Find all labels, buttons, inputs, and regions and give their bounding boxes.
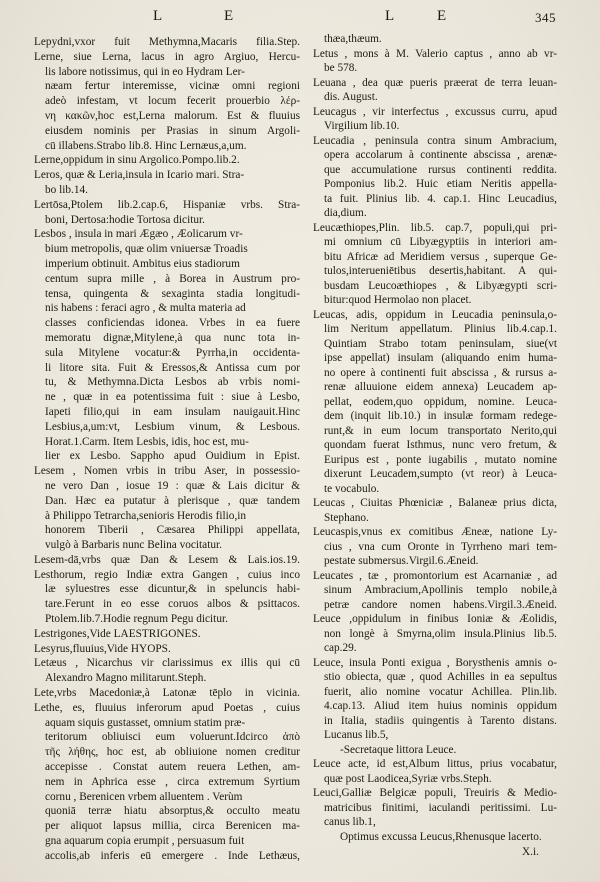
line-text: ne vero Dan , iosue 19 : quæ & Lais dicitur & [45,479,300,492]
entry-line [34,745,300,760]
entry-line [34,716,300,731]
dictionary-entry [313,308,557,497]
line-text: Leuci,Galliæ Belgicæ populi, Treuiris & Medio- [313,787,557,799]
entry-line [34,494,300,509]
entry-line [34,124,300,139]
entry-line [313,61,557,76]
entry-line [34,612,300,627]
entry-headline [313,496,557,511]
running-head-letter: L [153,8,163,24]
line-text: dis. August. [324,91,378,103]
entry-line [313,627,557,642]
entry-headline [313,221,557,236]
entry-line [313,467,557,482]
entry-line [313,279,557,294]
line-text: Iapeti filio,qui in eam insulam nauigauit.Hinc [45,405,300,418]
line-text: Leucadia , peninsula contra sinum Ambracium, [313,134,557,147]
line-text: Lepydni,vxor fuit Methymna,Macaris filia.Step. [34,36,300,48]
running-head-letter: E [224,8,234,24]
entry-line [313,801,557,816]
entry-line [313,337,557,352]
entry-line [34,272,300,287]
verse-quotation [313,830,557,845]
line-text: que accumulatione rursus continenti reddita. [324,163,557,176]
entry-line [313,598,557,613]
line-text: renæ alluuione eidem annexa) Leucadem ap- [324,381,557,393]
entry-line [34,405,300,420]
entry-line [34,849,300,864]
dictionary-entry [313,786,557,844]
line-text: dixerunt Leucadem,sumpto (vt reor) à Leuca- [324,468,557,480]
line-text: Lete,vrbs Macedoniæ,à Latonæ tēplo in vicinia. [34,687,300,700]
entry-line [34,582,300,597]
line-text: fuerit, alio nomine vocatur Achillea. Plin.lib. [324,685,557,698]
line-text: lis labore notissimus, qui in eo Hydram Ler- [45,65,245,78]
line-text: à Philippo Tetrarcha,senioris Herodis filio,in [45,509,247,522]
entry-line [313,699,557,714]
entry-line [34,390,300,405]
entry-line [34,449,300,464]
dictionary-entry [313,496,557,525]
entry-line [313,511,557,526]
line-text: Lesyrus,fluuius,Vide HYOPS. [34,642,171,655]
entry-line [313,438,557,453]
entry-line [34,509,300,524]
entry-line [34,316,300,331]
entry-line [313,351,557,366]
entry-headline [313,76,557,91]
entry-headline [313,612,557,627]
line-text: næam fertur interemisse, vicinæ omni regioni [45,80,300,93]
line-text: in Italia, stadiis quingentis à Tarento distans. [324,714,557,727]
line-text: cius , vna cum Oronte in Tyrrheno mari tem- [324,540,557,553]
entry-line [313,90,557,105]
line-text: dia,dium. [324,207,367,219]
line-text: bo lib.14. [45,183,88,196]
line-text: Dan. Hæc ea putatur à plerisque , quæ tandem [45,494,300,507]
line-text: ta fuit. Plinius lib. 4. cap.1. Hinc Leucadius, [324,192,557,205]
line-text: Lerne, siue Lerna, lacus in agro Argiuo, Hercu- [34,50,300,63]
entry-line [313,163,557,178]
entry-line [313,583,557,598]
entry-line [313,177,557,192]
line-text: tulos,interueniētibus desertis,habitant. A qui- [324,265,557,277]
entry-line [34,523,300,538]
line-text: Lertōsa,Ptolem lib.2.cap.6, Hispaniæ vrbs. Stra- [34,198,300,211]
entry-line [34,730,300,745]
line-text: τῆς λήθης, hoc est, ab obliuione nomen creditur [45,746,300,759]
entry-line [34,242,300,257]
entry-line [313,250,557,265]
dictionary-entry [313,525,557,569]
entry-line [34,94,300,109]
line-text: thæa,thæum. [324,33,382,45]
page-number: 345 [535,10,556,25]
entry-headline [313,786,557,801]
entry-line [313,728,557,743]
line-text: aquam siquis gustasset, omnium statim præ- [45,716,246,729]
line-text: sinum Ambracium,Apollinis templo nobile,à [324,584,557,596]
entry-line [313,482,557,497]
entry-line [313,206,557,221]
line-text: Leros, quæ & Leria,insula in Icario mari. Stra- [34,169,245,182]
line-text: Leucas, adis, oppidum in Leucadia peninsula,o- [313,308,557,321]
line-text: Lerne,oppidum in sinu Argolico.Pompo.lib.2. [34,154,240,167]
entry-line [34,597,300,612]
line-text: tare.Ferunt in eo esse coruos albos & psittacos. [45,598,300,611]
entry-line [34,257,300,272]
signature-mark: X.i. [522,846,539,858]
entry-line [34,183,300,198]
entry-line [34,790,300,805]
line-text: cap.29. [324,642,357,654]
line-text: Pomponius lib.2. Huic etiam Neritis appella- [324,178,557,190]
dictionary-entry [34,50,300,154]
entry-line [313,322,557,337]
line-text: Letæus , Nicarchus vir clarissimus ex illis qui cū [34,657,300,670]
line-text: cū illabens.Strabo lib.8. Hinc Lernæus,a,um. [45,139,247,152]
line-text: centum supra mille , à Borea in Austrum pro- [45,272,300,285]
line-text: Lesbos , insula in mari Ægæo , Æolicarum vr- [34,228,243,241]
entry-headline [313,308,557,323]
dictionary-entry [34,627,300,642]
line-text: teritorum obliuisci eum voluerunt.Idcirco ἀπὸ [45,731,300,744]
right-column [313,32,557,844]
line-text: -Secretaque littora Leuce. [340,743,457,756]
entry-line [313,641,557,656]
entry-headline [34,50,300,65]
entry-line [34,301,300,316]
dictionary-entry [313,47,557,76]
line-text: matricibus finitimi, iaculandi peritissimi. Lu- [324,801,557,814]
line-text: Ptolem.lib.7.Hodie regnum Pegu dicitur. [45,613,228,626]
dictionary-entry [34,656,300,686]
entry-line [34,420,300,435]
entry-headline [34,701,300,716]
line-text: accepisse . Constat autem reuera Lethen, am- [45,761,300,774]
entry-headline [313,569,557,584]
entry-headline [34,627,300,642]
line-text: Leuce, insula Ponti exigua , Borysthenis amnis o- [313,656,557,669]
entry-headline [313,525,557,540]
dictionary-entry [313,757,557,786]
line-text: ne , quæ in ea potentissima fuit : siue à Lesbo, [45,391,300,404]
entry-line [313,119,557,134]
entry-line [313,264,557,279]
dictionary-entry [313,569,557,613]
line-text: canus lib.1, [324,816,376,828]
line-text: honorem Tiberii , Cæsarea Philippi appellata, [45,524,300,537]
line-text: Euripus est , ponte iugabilis , mutato nomine [324,453,557,466]
line-text: eiusdem nominis per Prasias in sinum Argoli- [45,124,300,137]
line-text: Alexandro Magno militarunt.Steph. [45,672,207,685]
entry-line [34,775,300,790]
entry-headline [313,47,557,62]
line-text: lier ex Lesbo. Sappho apud Ouidium in Epist. [45,450,300,463]
line-text: pestate submersus.Virgil.6.Æneid. [324,555,479,567]
entry-line [34,346,300,361]
entry-line [313,192,557,207]
entry-line [34,375,300,390]
line-text: pellat, eodem,quo oppidum, nomine. Leuca- [324,395,557,408]
dictionary-entry [34,701,300,864]
line-text: sula Mitylene vocatur:& Pyrrha,in occidenta- [45,346,300,359]
line-text: opera accolarum à continente abscissa , arenæ- [324,149,557,161]
entry-line [313,148,557,163]
line-text: classes conficiendas idonea. Vrbes in ea fuere [45,317,300,330]
entry-line [313,670,557,685]
dictionary-entry [34,168,300,198]
line-text: Quintiam Strabo totam peninsulam, siue(vt [324,337,557,350]
line-text: per aliquot lapsus millia, circa Berenicen ma- [45,820,300,833]
entry-headline [34,656,300,671]
entry-headline [313,656,557,671]
dictionary-entry [34,35,300,50]
entry-line [34,479,300,494]
entry-headline [34,642,300,657]
line-text: boni, Dertosa:hodie Tortosa dicitur. [45,213,205,226]
entry-line [34,819,300,834]
dictionary-entry [313,221,557,308]
line-text: busdam Leucoæthiopes , & Libyægypti scri- [324,279,557,292]
line-text: Leuana , dea quæ pueris præerat de terra leuan- [313,76,557,89]
line-text: Virgilium lib.10. [324,120,400,132]
line-text: imperium obtinuit. Ambitus eius stadiorum [45,257,240,270]
line-text: gna aquarum copia erumpit , persuasum fuit [45,835,245,848]
line-text: mi omnium cū Libyægyptiis in interiori am- [324,236,557,248]
dictionary-entry [313,76,557,105]
entry-headline [34,153,300,168]
line-text: Optimus excussa Leucus,Rhenusque lacerto. [340,830,542,843]
entry-line [313,395,557,410]
line-text: Lethe, es, fluuius inferorum apud Poetas , cuius [34,701,300,714]
line-text: quondam fuerat Isthmus, nunc vero fretum, & [324,439,557,451]
line-text: dem (inquit lib.10.) in insulæ formam redege- [324,410,557,422]
entry-headline [34,553,300,568]
dictionary-entry [313,134,557,221]
entry-line [313,540,557,555]
line-text: læ syluestres esse dicuntur,& in speluncis habi- [45,583,300,596]
continued-line [313,32,557,47]
entry-line [34,287,300,302]
entry-line [34,361,300,376]
entry-headline [34,227,300,242]
entry-line [313,554,557,569]
dictionary-entry [313,656,557,758]
line-text: te vocabulo. [324,482,380,495]
line-text: Stephano. [324,511,369,524]
line-text: Leucas , Ciuitas Phœniciæ , Balaneæ prius dicta, [313,497,557,509]
entry-line [313,409,557,424]
line-text: ipse appellat) insulam (aliquando enim huma- [324,352,557,364]
entry-line [34,65,300,80]
entry-line [34,213,300,228]
line-text: quæ post Laodicea,Syriæ vrbs.Steph. [324,772,492,785]
entry-headline [313,105,557,120]
entry-headline [34,568,300,583]
line-text: no opere à continenti fuit abscissa , & rursus a- [324,366,557,379]
entry-headline [34,168,300,183]
line-text: tensa, quingenta & sexaginta stadia longitudi- [45,287,300,300]
entry-headline [34,35,300,50]
entry-headline [313,757,557,772]
entry-line [34,435,300,450]
line-text: Lestrigones,Vide LAESTRIGONES. [34,627,201,640]
dictionary-entry [313,612,557,656]
entry-line [313,366,557,381]
line-text: lim Neritum appellatum. Plinius lib.4.cap.1. [324,323,557,335]
entry-line [34,79,300,94]
entry-line [313,772,557,787]
dictionary-entry [34,198,300,228]
line-text: petræ candore nomen habens.Virgil.3.Æneid. [324,598,557,611]
entry-line [34,760,300,775]
line-text: νη κακῶν,hoc est,Lerna malorum. Est & fluuius [45,109,300,122]
line-text: Leuce ,oppidulum in finibus Ioniæ & Æolidis, [313,613,557,625]
entry-line [34,109,300,124]
running-head-letter: L [385,8,395,24]
line-text: bitur:quod Hermolao non placet. [324,294,472,306]
entry-line [313,453,557,468]
line-text: Lesem-dā,vrbs quæ Dan & Lesem & Lais.ios.19. [34,553,300,566]
entry-line [313,815,557,830]
entry-headline [34,686,300,701]
line-text: bitu Africæ ad Meridiem versus , superque Ge- [324,250,557,263]
entry-line [313,293,557,308]
line-text: Leucagus , vir interfectus , excussus curru, apud [313,105,557,118]
line-text: adeò infestam, vt locum fecerit prouerbio λέρ- [45,95,300,108]
entry-headline [34,464,300,479]
line-text: stio obiecta, quæ , quod Achilles in ea sepultus [324,671,557,683]
running-head-letter: E [437,8,447,24]
line-text: runt,& in eum locum transportato Nerito,qui [324,424,557,437]
line-text: Lucanus lib.5, [324,729,389,741]
left-column [34,35,300,864]
dictionary-entry [34,464,300,553]
dictionary-entry [34,153,300,168]
entry-line [313,685,557,700]
entry-line [34,538,300,553]
entry-line [313,380,557,395]
line-text: accolis,ab inferis eū emergere . Inde Lethæus, [45,849,300,862]
line-text: quoniā terræ hiatu absorptus,& occulto meatu [45,805,300,818]
line-text: be 578. [324,62,358,74]
entry-headline [313,134,557,149]
line-text: nis habens : feraci agro , & multa materia ad [45,302,246,315]
entry-line [34,139,300,154]
line-text: non longè à Smyrna,olim insula.Plinius lib.5. [324,627,557,640]
entry-line [34,331,300,346]
line-text: Leucaspis,vnus ex comitibus Æneæ, natione Ly- [313,526,557,538]
entry-line [313,235,557,250]
line-text: cornu , Berenicen vrbem alluentem . Verùm [45,790,243,803]
entry-line [34,671,300,686]
dictionary-entry [34,686,300,701]
line-text: Leuce acte, id est,Album littus, prius vocabatur, [313,758,557,770]
line-text: Lesthorum, regio Indiæ extra Gangen , cuius inco [34,568,300,581]
line-text: 4.cap.13. Aliud item huius nominis oppidum [324,700,557,712]
line-text: Leucæthiopes,Plin. lib.5. cap.7, populi,qui pri- [313,221,557,234]
entry-line [313,424,557,439]
dictionary-entry [34,553,300,568]
line-text: Lesem , Nomen vrbis in tribu Aser, in possessio- [34,465,300,478]
dictionary-entry [313,105,557,134]
entry-line [34,804,300,819]
line-text: Lesbius,a,um:vt, Lesbium vinum, & Lesbous. [45,420,300,433]
entry-headline [34,198,300,213]
dictionary-entry [34,227,300,464]
line-text: nem in Aphrica esse , circa extremum Syrtium [45,775,300,788]
dictionary-entry [34,642,300,657]
line-text: bium metropolis, quæ olim vniuersæ Troadis [45,243,248,256]
entry-line [34,834,300,849]
dictionary-entry [34,568,300,627]
line-text: tu, & Methymna.Dicta Lesbos ab vrbis nomi- [45,376,300,389]
line-text: Letus , mons à M. Valerio captus , anno ab vr- [313,47,557,60]
line-text: vulgò à Barbaris nunc Belina vocitatur. [45,539,222,552]
line-text: li litore sita. Fuit & Eressos,& Antissa cum por [45,361,300,374]
line-text: Leucates , tæ , promontorium est Acarnaniæ , ad [313,569,557,582]
verse-quotation [313,743,557,758]
line-text: Horat.1.Carm. Item Lesbis, idis, hoc est, mu- [45,435,249,448]
entry-line [313,714,557,729]
line-text: memoratu dignæ,Mitylene,à qua nunc tota in- [45,331,300,344]
